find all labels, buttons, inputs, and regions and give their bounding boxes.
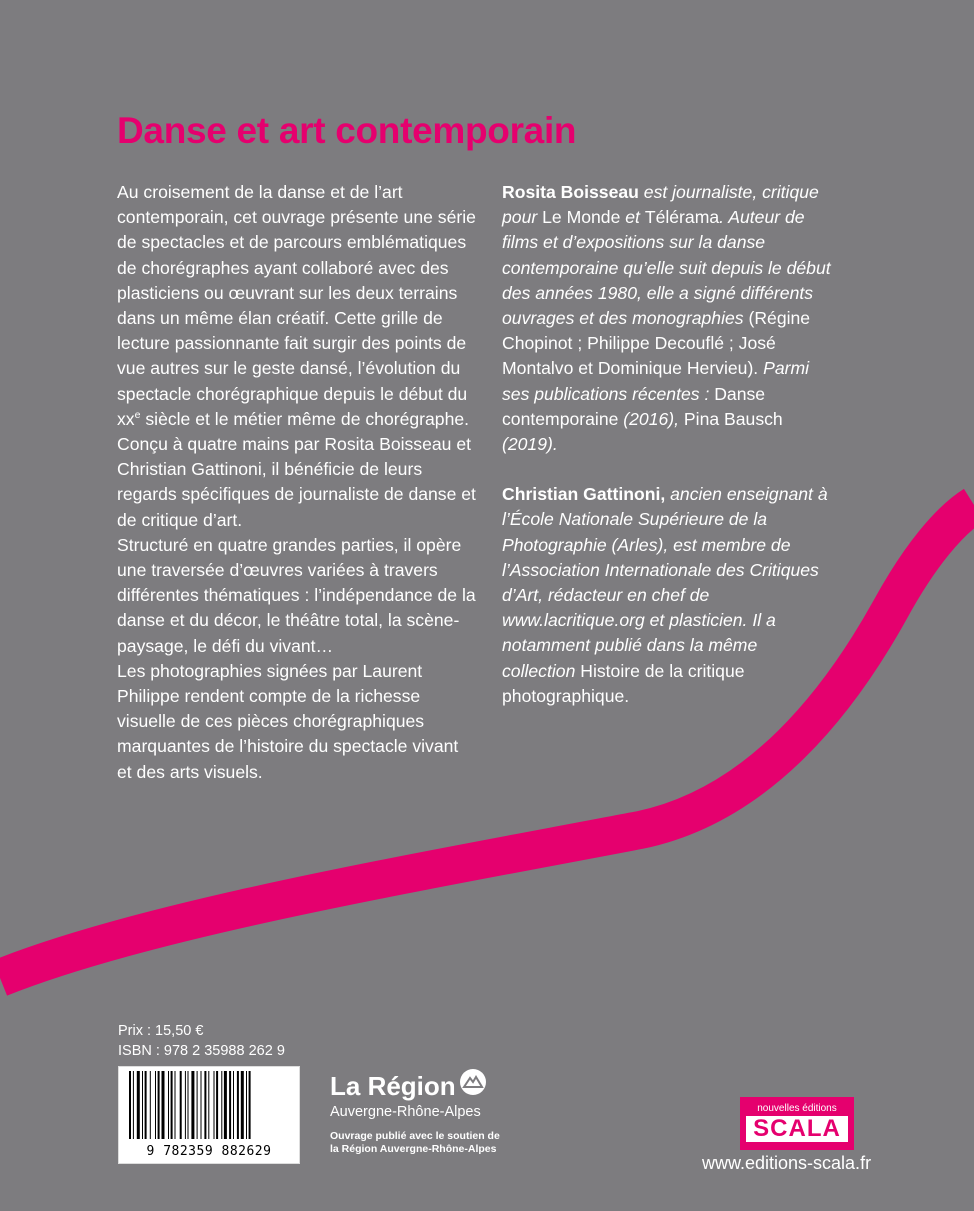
author-name: Rosita Boisseau	[502, 182, 639, 202]
region-logo-block	[330, 1072, 530, 1156]
description-paragraph-2: Conçu à quatre mains par Rosita Boisseau et Christian Gattinoni, il bénéficie de leurs regards spécifiques de journaliste de danse et de critique d’art.	[117, 434, 476, 530]
barcode-bars	[119, 1067, 299, 1143]
description-paragraph-4: Les photographies signées par Laurent Philippe rendent compte de la richesse visuelle de ces pièces chorégraphiques marquantes de l’histoire du spectacle vivant et des arts visuels.	[117, 660, 459, 782]
price-isbn-block	[118, 1021, 285, 1061]
region-name: La Région	[330, 1071, 456, 1101]
author-bio-rosita-boisseau: Rosita Boisseau est journaliste, critique pour Le Monde et Télérama. Auteur de films et d’expositions sur la danse contemporaine qu’elle suit depuis le début des années 1980, elle a signé différents ouvrages et des monographies (Régine Chopinot ; Philippe Decouflé ; José Montalvo et Dominique Hervieu). Parmi ses publications récentes : Danse contemporaine (2016), Pina Bausch (2019).	[502, 182, 831, 455]
description-paragraph-3: Structuré en quatre grandes parties, il opère une traversée d’œuvres variées à travers différentes thématiques : l’indépendance de la danse et du décor, le théâtre total, la scène-paysage, le défi du vivant…	[117, 534, 476, 656]
isbn-barcode	[118, 1066, 300, 1164]
page-title: Danse et art contemporain	[117, 110, 577, 151]
publisher-tagline: nouvelles éditions	[757, 1103, 837, 1114]
isbn-label: ISBN : 978 2 35988 262 9	[118, 1043, 285, 1059]
region-support-note: Ouvrage publié avec le soutien de la Région Auvergne-Rhône-Alpes	[330, 1130, 500, 1155]
author-name: Christian Gattinoni,	[502, 484, 666, 505]
author-bio-christian-gattinoni: Christian Gattinoni, ancien enseignant à l’École Nationale Supérieure de la Photographie (Arles), est membre de l’Association Internationale des Critiques d’Art, rédacteur en chef de www.lacritique.org et plasticien. Il a notamment publié dans la même collection Histoire de la critique photographique.	[502, 484, 828, 706]
barcode-digits: 9 782359 882629	[146, 1144, 272, 1159]
publisher-name: SCALA	[746, 1116, 848, 1142]
publisher-logo	[740, 1097, 854, 1150]
price-label: Prix : 15,50 €	[118, 1023, 204, 1039]
description-paragraph-1: Au croisement de la danse et de l’art contemporain, cet ouvrage présente une série de spectacles et de parcours emblématiques de chorégraphes ayant collaboré avec des plasticiens ou œuvrant sur les deux terrains dans un même élan créatif. Cette grille de lecture passionnante fait surgir des points de vue autres sur le geste dansé, l’évolution du spectacle chorégraphique depuis le début du $xx^e$ siècle et le métier même de chorégraphe.	[117, 182, 476, 429]
description-column	[117, 180, 477, 785]
publisher-website: www.editions-scala.fr	[702, 1153, 872, 1173]
region-subtitle: Auvergne-Rhône-Alpes	[330, 1104, 481, 1120]
region-mountain-icon	[458, 1067, 488, 1097]
authors-column	[502, 180, 832, 709]
